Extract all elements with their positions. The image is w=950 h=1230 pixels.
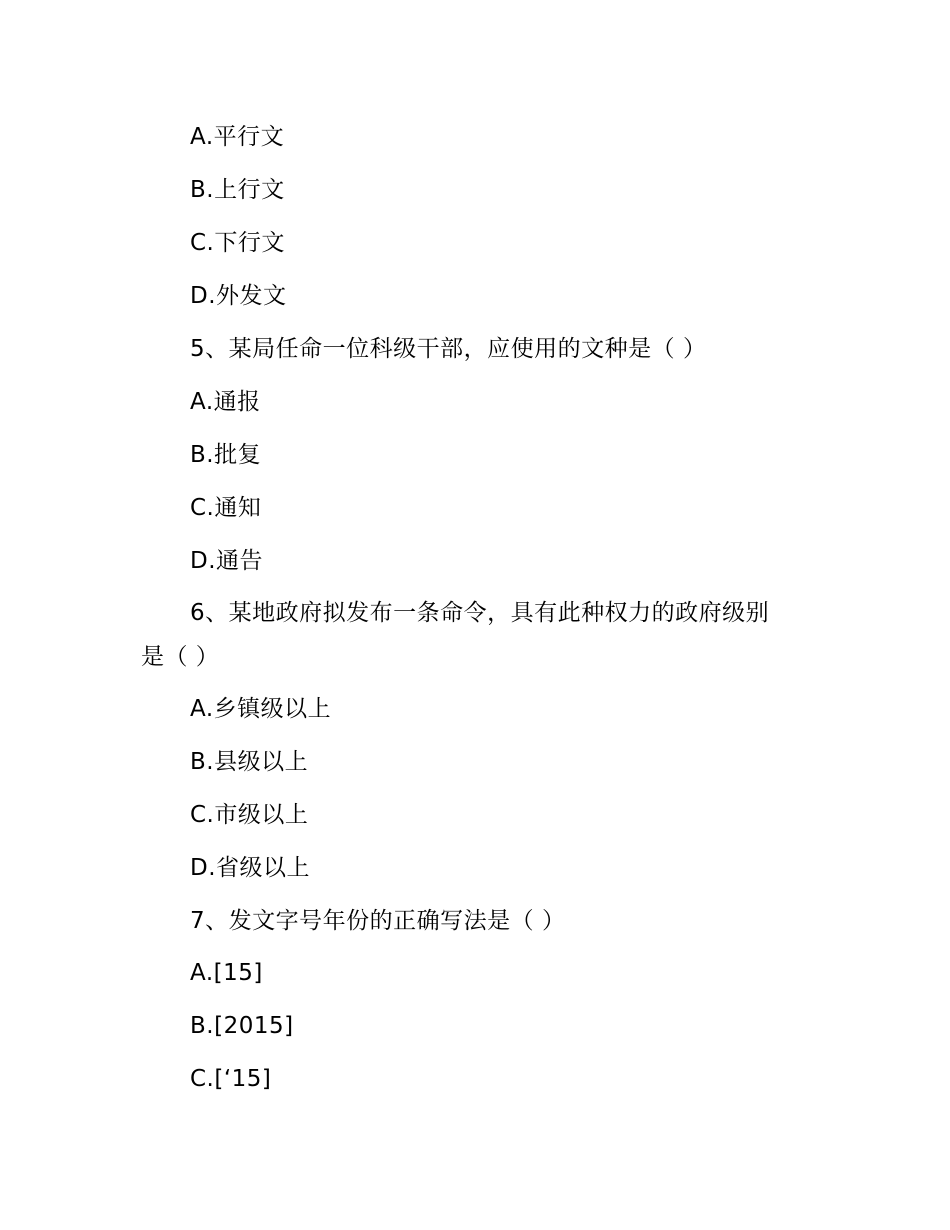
q7-option-b: B.[2015]: [190, 1013, 294, 1039]
q6-stem-line2: 是（ ）: [141, 644, 220, 670]
q6-option-c: C.市级以上: [190, 802, 309, 828]
q7-option-a: A.[15]: [190, 960, 263, 986]
q6-option-b: B.县级以上: [190, 749, 309, 775]
q5-option-c: C.通知: [190, 495, 262, 521]
q6-option-d: D.省级以上: [190, 855, 311, 881]
q5-option-b: B.批复: [190, 442, 262, 468]
q6-option-a: A.乡镇级以上: [190, 696, 332, 722]
q5-option-d: D.通告: [190, 548, 264, 574]
q5-option-a: A.通报: [190, 389, 261, 415]
q4-option-c: C.下行文: [190, 230, 285, 256]
q4-option-a: A.平行文: [190, 124, 285, 150]
q7-stem: 7、发文字号年份的正确写法是（ ）: [190, 908, 566, 934]
q5-stem: 5、某局任命一位科级干部，应使用的文种是（ ）: [190, 336, 707, 362]
q4-option-b: B.上行文: [190, 177, 285, 203]
q6-stem-line1: 6、某地政府拟发布一条命令，具有此种权力的政府级别: [190, 600, 770, 626]
q7-option-c: C.[‘15]: [190, 1066, 272, 1092]
q4-option-d: D.外发文: [190, 283, 287, 309]
